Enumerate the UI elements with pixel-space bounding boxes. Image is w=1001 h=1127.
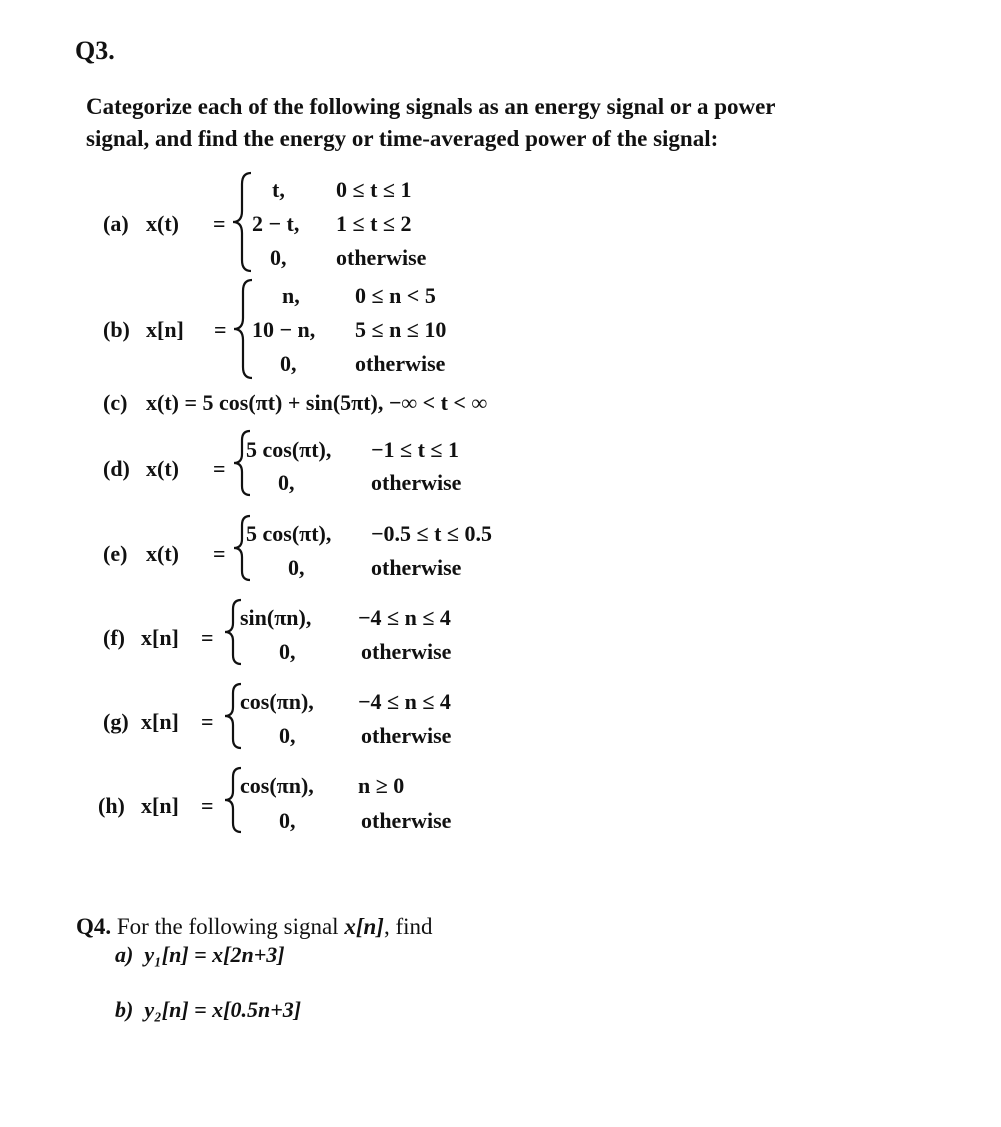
part-f-label: (f): [103, 625, 125, 650]
part-g-label: (g): [103, 709, 129, 734]
part-b-case1-value: n,: [282, 283, 300, 308]
part-f-lhs: x[n]: [141, 625, 179, 650]
q4-text-before: For the following signal: [111, 914, 345, 939]
q3-instruction-line2: signal, and find the energy or time-averaged power of the signal:: [86, 126, 719, 151]
part-d-case1-value: 5 cos(πt),: [246, 437, 332, 462]
q4-text-after: , find: [383, 914, 433, 939]
part-e-lhs: x(t): [146, 541, 179, 566]
part-a-brace: [230, 170, 254, 274]
part-a-lhs: x(t): [146, 211, 179, 236]
part-c-label: (c): [103, 390, 128, 415]
part-b-equals: =: [214, 317, 227, 342]
part-d-label: (d): [103, 456, 130, 481]
q4-a-expression: y₁[n] = x[2n+3]: [144, 942, 285, 967]
part-d-equals: =: [213, 456, 226, 481]
part-b-case3-cond: otherwise: [355, 351, 446, 376]
q3-title: Q3.: [75, 36, 115, 65]
part-h-lhs: x[n]: [141, 793, 179, 818]
part-b-lhs: x[n]: [146, 317, 184, 342]
q4-a-label: a): [115, 942, 134, 967]
part-h-case1-cond: n ≥ 0: [358, 773, 405, 798]
part-g-case2-cond: otherwise: [361, 723, 452, 748]
part-h-case2-value: 0,: [279, 808, 296, 833]
part-a-case3-value: 0,: [270, 245, 287, 270]
q4-title: Q4.: [76, 914, 112, 939]
part-h-equals: =: [201, 793, 214, 818]
part-g-case1-cond: −4 ≤ n ≤ 4: [358, 689, 451, 714]
part-e-equals: =: [213, 541, 226, 566]
part-f-case1-value: sin(πn),: [240, 605, 312, 630]
q4-item-b: [115, 997, 301, 1023]
part-b-case1-cond: 0 ≤ n < 5: [355, 283, 436, 308]
part-a-case2-value: 2 − t,: [252, 211, 300, 236]
part-b-case3-value: 0,: [280, 351, 297, 376]
part-b-case2-value: 10 − n,: [252, 317, 316, 342]
part-g-case1-value: cos(πn),: [240, 689, 314, 714]
q3-instruction-line1: Categorize each of the following signals as an energy signal or a power: [86, 94, 776, 119]
q4-b-expression: y₂[n] = x[0.5n+3]: [144, 997, 302, 1022]
part-e-case2-value: 0,: [288, 555, 305, 580]
q4-item-a: [115, 942, 285, 968]
q4-statement: [76, 914, 433, 940]
part-e-case1-cond: −0.5 ≤ t ≤ 0.5: [371, 521, 493, 546]
part-c-expression: x(t) = 5 cos(πt) + sin(5πt), −∞ < t < ∞: [146, 390, 488, 415]
part-e-label: (e): [103, 541, 128, 566]
part-a-label: (a): [103, 211, 129, 236]
part-a-equals: =: [213, 211, 226, 236]
part-f-equals: =: [201, 625, 214, 650]
part-b-label: (b): [103, 317, 130, 342]
part-h-label: (h): [98, 793, 125, 818]
part-f-case2-cond: otherwise: [361, 639, 452, 664]
q4-b-label: b): [115, 997, 134, 1022]
part-a-case3-cond: otherwise: [336, 245, 427, 270]
part-g-lhs: x[n]: [141, 709, 179, 734]
part-f-case1-cond: −4 ≤ n ≤ 4: [358, 605, 451, 630]
part-h-case2-cond: otherwise: [361, 808, 452, 833]
part-a-case1-value: t,: [272, 177, 285, 202]
part-d-case1-cond: −1 ≤ t ≤ 1: [371, 437, 460, 462]
part-a-case2-cond: 1 ≤ t ≤ 2: [336, 211, 412, 236]
part-e-case1-value: 5 cos(πt),: [246, 521, 332, 546]
q4-signal: x[n]: [344, 914, 384, 939]
part-d-case2-value: 0,: [278, 470, 295, 495]
part-b-case2-cond: 5 ≤ n ≤ 10: [355, 317, 447, 342]
part-f-case2-value: 0,: [279, 639, 296, 664]
part-h-case1-value: cos(πn),: [240, 773, 314, 798]
part-a-case1-cond: 0 ≤ t ≤ 1: [336, 177, 412, 202]
part-g-equals: =: [201, 709, 214, 734]
part-e-case2-cond: otherwise: [371, 555, 462, 580]
part-d-lhs: x(t): [146, 456, 179, 481]
part-d-case2-cond: otherwise: [371, 470, 462, 495]
part-g-case2-value: 0,: [279, 723, 296, 748]
